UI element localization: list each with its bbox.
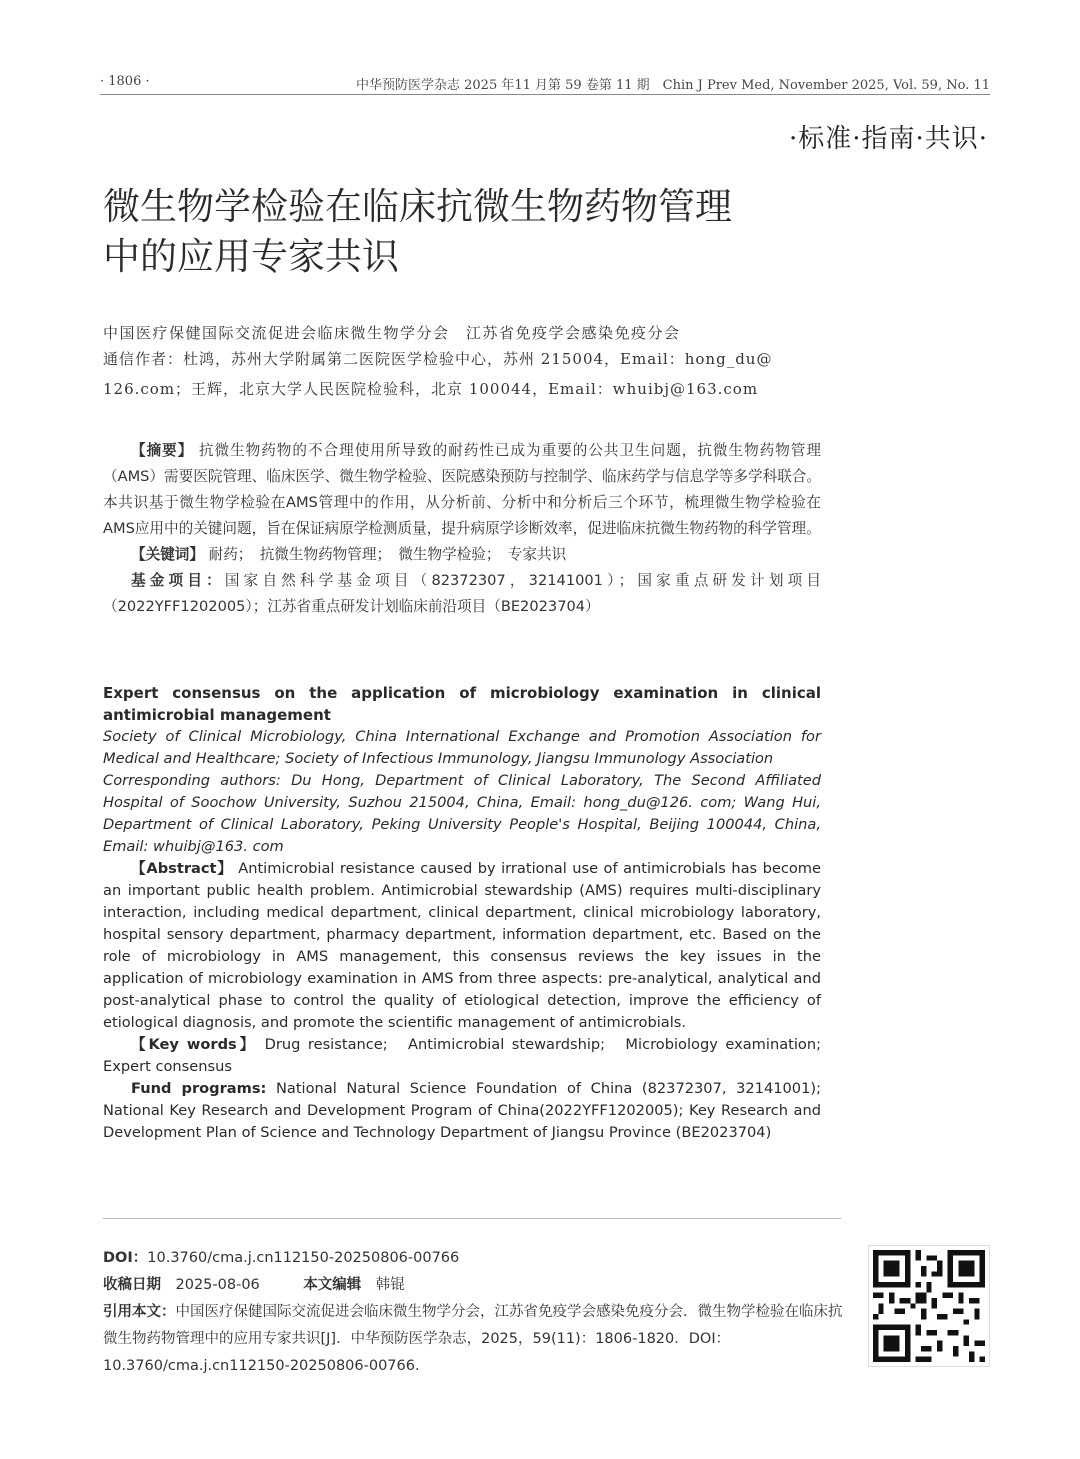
keywords-en-text: Drug resistance; Antimicrobial stewardship; Microbiology examination; Expert consensus bbox=[103, 1036, 822, 1075]
keywords-cn-label: 【关键词】 bbox=[131, 546, 204, 563]
doi-label: DOI： bbox=[103, 1250, 148, 1266]
footer-block bbox=[103, 1245, 843, 1380]
corresponding-cn bbox=[103, 344, 823, 404]
citation-label: 引用本文： bbox=[103, 1304, 176, 1320]
page-number: · 1806 · bbox=[100, 74, 150, 89]
editor-value: 韩锟 bbox=[375, 1277, 405, 1293]
fund-cn bbox=[103, 568, 821, 620]
fund-cn-text: 国家自然科学基金项目（82372307，32141001）；国家重点研发计划项目（2022YFF1202005）；江苏省重点研发计划临床前沿项目（BE2023704） bbox=[103, 572, 821, 615]
abstract-cn bbox=[103, 438, 821, 542]
header-rule bbox=[100, 94, 990, 95]
abstract-en bbox=[103, 858, 821, 1034]
journal-header: 中华预防医学杂志 2025 年11 月第 59 卷第 11 期 Chin J Prev Med, November 2025, Vol. 59, No. 11 bbox=[356, 78, 990, 93]
keywords-en bbox=[103, 1034, 821, 1078]
title-cn-line2: 中的应用专家共识 bbox=[103, 235, 399, 278]
citation bbox=[103, 1299, 843, 1380]
fund-en-text: National Natural Science Foundation of China (82372307, 32141001); National Key Research and Development Program of China(2022YFF1202005); Key Research and Development Plan of Science and Technology Department of Jiangsu Province (BE2023704) bbox=[103, 1080, 821, 1141]
fund-cn-label: 基金项目： bbox=[131, 572, 225, 589]
title-cn-line1: 微生物学检验在临床抗微生物药物管理 bbox=[103, 185, 732, 228]
keywords-cn bbox=[103, 542, 821, 568]
title-cn bbox=[103, 182, 732, 282]
title-en: Expert consensus on the application of microbiology examination in clinical antimicrobial management bbox=[103, 684, 821, 724]
corresponding-cn-line1: 通信作者：杜鸿，苏州大学附属第二医院医学检验中心，苏州 215004，Email：hong_du@ bbox=[103, 350, 773, 368]
qr-code-icon[interactable] bbox=[868, 1245, 990, 1367]
abstract-cn-block bbox=[103, 438, 821, 620]
keywords-cn-text: 耐药； 抗微生物药物管理； 微生物学检验； 专家共识 bbox=[203, 546, 567, 563]
english-abstract-block bbox=[103, 682, 821, 1144]
authors-cn-text: 中国医疗保健国际交流促进会临床微生物学分会 江苏省免疫学会感染免疫分会 bbox=[103, 324, 681, 342]
citation-text: 中国医疗保健国际交流促进会临床微生物学分会，江苏省免疫学会感染免疫分会．微生物学检验在临床抗微生物药物管理中的应用专家共识[J]．中华预防医学杂志，2025，59(11)：1806-1820．DOI：10.3760/cma.j.cn112150-20250806-00766. bbox=[103, 1304, 843, 1374]
fund-en-label: Fund programs: bbox=[131, 1080, 267, 1097]
received-label: 收稿日期 bbox=[103, 1277, 161, 1293]
received-line bbox=[103, 1272, 843, 1299]
editor-label: 本文编辑 bbox=[303, 1277, 362, 1293]
received-value: 2025-08-06 bbox=[175, 1277, 260, 1293]
qr-code-graphic bbox=[873, 1250, 985, 1362]
affiliation-en: Society of Clinical Microbiology, China International Exchange and Promotion Association for Medical and Healthcare; Society of Infectious Immunology, Jiangsu Immunology Association bbox=[103, 728, 821, 767]
corresponding-cn-line2: 126.com；王辉，北京大学人民医院检验科，北京 100044，Email：whuibj@163.com bbox=[103, 380, 759, 398]
fund-en bbox=[103, 1078, 821, 1144]
abstract-cn-text: 抗微生物药物的不合理使用所导致的耐药性已成为重要的公共卫生问题，抗微生物药物管理（AMS）需要医院管理、临床医学、微生物学检验、医院感染预防与控制学、临床药学与信息学等多学科联合。本共识基于微生物学检验在AMS管理中的作用，从分析前、分析中和分析后三个环节，梳理微生物学检验在AMS应用中的关键问题，旨在保证病原学检测质量，提升病原学诊断效率，促进临床抗微生物药物的科学管理。 bbox=[103, 442, 821, 537]
corresponding-en: Corresponding authors: Du Hong, Department of Clinical Laboratory, The Second Affiliated Hospital of Soochow University, Suzhou 215004, China, Email: hong_du@126. com; Wang Hui, Department of Clinical Laboratory, Peking University People's Hospital, Beijing 100044, China, Email: whuibj@163. com bbox=[103, 772, 821, 855]
doi-value[interactable]: 10.3760/cma.j.cn112150-20250806-00766 bbox=[147, 1250, 460, 1266]
footer-rule bbox=[103, 1218, 841, 1219]
doi-line bbox=[103, 1245, 843, 1272]
abstract-en-label: 【Abstract】 bbox=[131, 860, 233, 877]
abstract-cn-label: 【摘要】 bbox=[131, 442, 194, 459]
keywords-en-label: 【Key words】 bbox=[131, 1036, 258, 1053]
section-label: ·标准·指南·共识· bbox=[788, 124, 988, 154]
abstract-en-text: Antimicrobial resistance caused by irrational use of antimicrobials has become an important public health problem. Antimicrobial stewardship (AMS) requires multi-disciplinary interaction, including medical department, clinical department, clinical microbiology laboratory, hospital sensory department, pharmacy department, information department, etc. Based on the role of microbiology in AMS management, this consensus reviews the key issues in the application of microbiology examination in AMS from three aspects: pre-analytical, analytical and post-analytical phase to control the quality of etiological detection, improve the efficiency of etiological diagnosis, and promote the scientific management of antimicrobials. bbox=[103, 860, 821, 1031]
